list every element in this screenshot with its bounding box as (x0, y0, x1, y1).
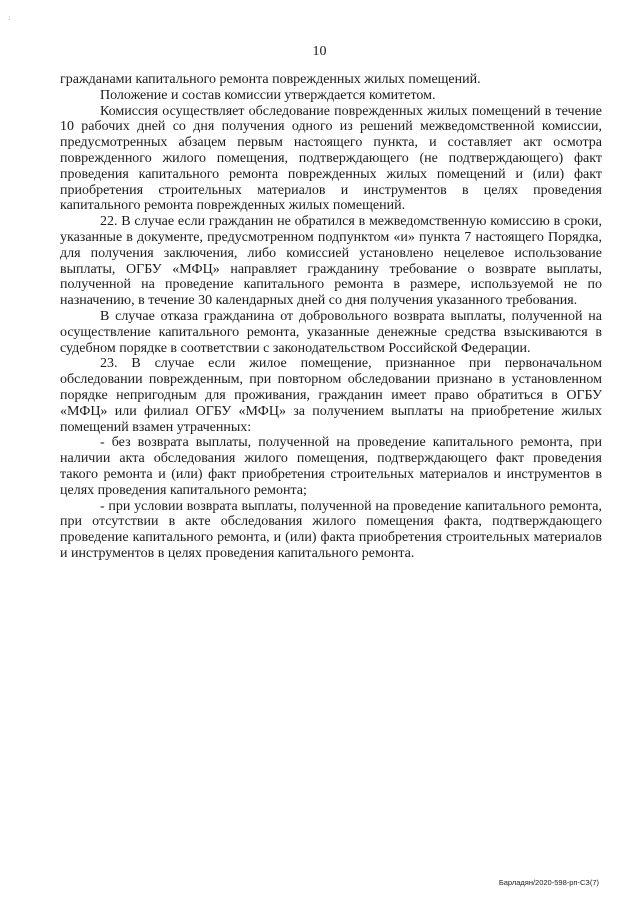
paragraph-clause-23: 23. В случае если жилое помещение, признанное при первоначальном обследовании поврежденным, при повторном обследовании признано в установленном порядке непригодным для проживания, гражданин имеет право обратиться в ОГБУ «МФЦ» или филиал ОГБУ «МФЦ» за получением выплаты на приобретение жилых помещений взамен утраченных: (60, 356, 602, 435)
footer-document-code: Барладян/2020-598-рп-СЗ(7) (498, 878, 599, 887)
paragraph: гражданами капитального ремонта поврежденных жилых помещений. (60, 72, 481, 87)
paragraph: Положение и состав комиссии утверждается комитетом. (100, 87, 436, 103)
page-number: 10 (312, 44, 327, 59)
list-item: - при условии возврата выплаты, полученной на проведение капитального ремонта, при отсутствии в акте обследования жилого помещения факта, подтверждающего проведение капитального ремонта, и (или) факта приобретения строительных материалов и инструментов в целях проведения капитального ремонта. (60, 498, 602, 561)
margin-mark: : (8, 14, 11, 22)
paragraph-clause-22: 22. В случае если гражданин не обратился в межведомственную комиссию в сроки, указанные в документе, предусмотренном подпунктом «и» пункта 7 настоящего Порядка, для получения заключения, либо комиссией установлено нецелевое использование выплаты, ОГБУ «МФЦ» направляет гражданину требование о возврате выплаты, полученной на проведение капитального ремонта в размере, используемой не по назначению, в течение 30 календарных дней со дня получения указанного требования. (60, 214, 602, 309)
body-text (60, 72, 602, 562)
list-item: - без возврата выплаты, полученной на проведение капитального ремонта, при наличии акта обследования жилого помещения, подтверждающего факт проведения такого ремонта и (или) факт приобретения строительных материалов и инструментов в целях проведения капитального ремонта; (60, 435, 602, 498)
paragraph: Комиссия осуществляет обследование поврежденных жилых помещений в течение 10 рабочих дней со дня получения одного из решений межведомственной комиссии, предусмотренных абзацем первым настоящего пункта, и составляет акт осмотра поврежденного жилого помещения, подтверждающего (не подтверждающего) факт проведения капитального ремонта поврежденных жилых помещений и (или) факт приобретения строительных материалов и инструментов в целях проведения капитального ремонта поврежденных жилых помещений. (60, 103, 602, 214)
paragraph: В случае отказа гражданина от добровольного возврата выплаты, полученной на осуществление капитального ремонта, указанные денежные средства взыскиваются в судебном порядке в соответствии с законодательством Российской Федерации. (60, 308, 602, 356)
